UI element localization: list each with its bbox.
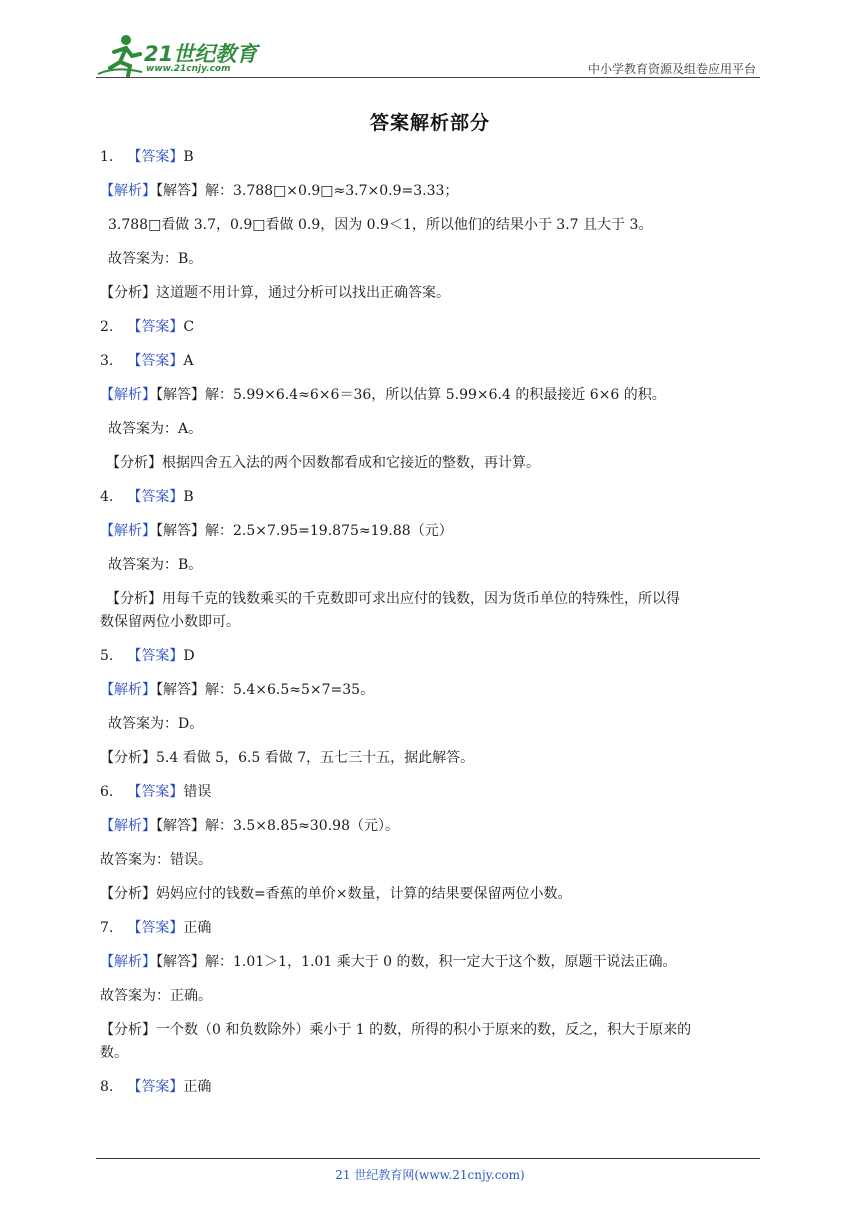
site-logo [96, 30, 266, 80]
answer-value: B [183, 149, 194, 165]
logo-text: 21世纪教育 [144, 42, 258, 66]
analysis-tag: 【解析】 [100, 954, 156, 970]
conclusion-3: 故答案为：A。 [108, 421, 203, 437]
question-number: 4. [100, 489, 114, 505]
running-man-logo-icon [96, 30, 146, 80]
conclusion-7: 故答案为：正确。 [100, 988, 212, 1004]
page-footer: 21 世纪教育网(www.21cnjy.com) [335, 1168, 525, 1182]
answer-tag: 【答案】 [127, 319, 184, 335]
answer-list [100, 148, 762, 1112]
question-number: 7. [100, 920, 114, 936]
answer-value: 正确 [183, 920, 212, 936]
analysis-line-4 [100, 522, 762, 541]
analysis-tag: 【解析】 [100, 818, 156, 834]
conclusion-4: 故答案为：B。 [108, 557, 203, 573]
footer-divider [96, 1158, 760, 1159]
analysis-text: 【解答】解：5.99×6.4≈6×6＝36，所以估算 5.99×6.4 的积最接近 6×6 的积。 [156, 387, 666, 403]
page-title: 答案解析部分 [369, 112, 490, 134]
conclusion-6: 故答案为：错误。 [100, 852, 212, 868]
analysis-tag: 【解析】 [100, 183, 156, 199]
analysis-text: 【解答】解：3.5×8.85≈30.98（元）。 [156, 818, 399, 834]
analysis-tag: 【解析】 [100, 387, 156, 403]
answer-line-7 [100, 919, 762, 938]
answer-tag: 【答案】 [127, 353, 184, 369]
answer-value: B [183, 489, 194, 505]
explanation-5: 【分析】5.4 看做 5，6.5 看做 7，五七三十五，据此解答。 [100, 750, 475, 766]
answer-tag: 【答案】 [127, 149, 184, 165]
analysis-text: 【解答】解：2.5×7.95=19.875≈19.88（元） [156, 523, 453, 539]
answer-value: C [183, 319, 195, 335]
explanation-1: 【分析】这道题不用计算，通过分析可以找出正确答案。 [100, 285, 450, 301]
analysis-text: 【解答】解：3.788□×0.9□≈3.7×0.9=3.33； [156, 183, 459, 199]
explanation-7-line-1: 【分析】一个数（0 和负数除外）乘小于 1 的数，所得的积小于原来的数，反之，积大于原来的 [100, 1022, 692, 1038]
answer-line-6 [100, 783, 762, 802]
explanation-4-line-2: 数保留两位小数即可。 [100, 614, 240, 630]
question-number: 2. [100, 319, 114, 335]
conclusion-1: 故答案为：B。 [108, 251, 203, 267]
analysis-text: 【解答】解：1.01＞1，1.01 乘大于 0 的数，积一定大于这个数，原题干说法正确。 [156, 954, 677, 970]
answer-tag: 【答案】 [127, 648, 184, 664]
answer-value: A [183, 353, 194, 369]
answer-value: 正确 [183, 1079, 212, 1095]
answer-tag: 【答案】 [127, 489, 184, 505]
analysis-line-3 [100, 386, 762, 405]
question-number: 6. [100, 784, 114, 800]
logo-url: www.21cnjy.com [146, 64, 231, 74]
answer-tag: 【答案】 [127, 920, 184, 936]
analysis-tag: 【解析】 [100, 682, 156, 698]
question-number: 5. [100, 648, 114, 664]
analysis-text: 【解答】解：5.4×6.5≈5×7=35。 [156, 682, 375, 698]
answer-line-8 [100, 1078, 762, 1097]
question-number: 3. [100, 353, 114, 369]
conclusion-5: 故答案为：D。 [108, 716, 204, 732]
explanation-7-line-2: 数。 [100, 1045, 128, 1061]
answer-value: D [183, 648, 195, 664]
site-slogan: 中小学教育资源及组卷应用平台 [587, 62, 756, 76]
answer-tag: 【答案】 [127, 1079, 184, 1095]
answer-line-3 [100, 352, 762, 371]
answer-line-2 [100, 318, 762, 337]
analysis-line-6 [100, 817, 762, 836]
analysis-line-7 [100, 953, 762, 972]
answer-tag: 【答案】 [127, 784, 184, 800]
explanation-6: 【分析】妈妈应付的钱数=香蕉的单价×数量，计算的结果要保留两位小数。 [100, 886, 572, 902]
explanation-3: 【分析】根据四舍五入法的两个因数都看成和它接近的整数，再计算。 [106, 455, 540, 471]
answer-value: 错误 [183, 784, 212, 800]
explanation-4-line-1: 【分析】用每千克的钱数乘买的千克数即可求出应付的钱数，因为货币单位的特殊性，所以得 [106, 591, 680, 607]
analysis-line-1 [100, 182, 762, 201]
page-header [96, 30, 760, 80]
analysis-extra-1: 3.788□看做 3.7，0.9□看做 0.9，因为 0.9＜1，所以他们的结果小于 3.7 且大于 3。 [108, 217, 653, 233]
analysis-tag: 【解析】 [100, 523, 156, 539]
header-divider [96, 77, 760, 78]
question-number: 1. [100, 149, 114, 165]
answer-line-4 [100, 488, 762, 507]
analysis-line-5 [100, 681, 762, 700]
answer-line-1 [100, 148, 762, 167]
answer-line-5 [100, 647, 762, 666]
question-number: 8. [100, 1079, 114, 1095]
